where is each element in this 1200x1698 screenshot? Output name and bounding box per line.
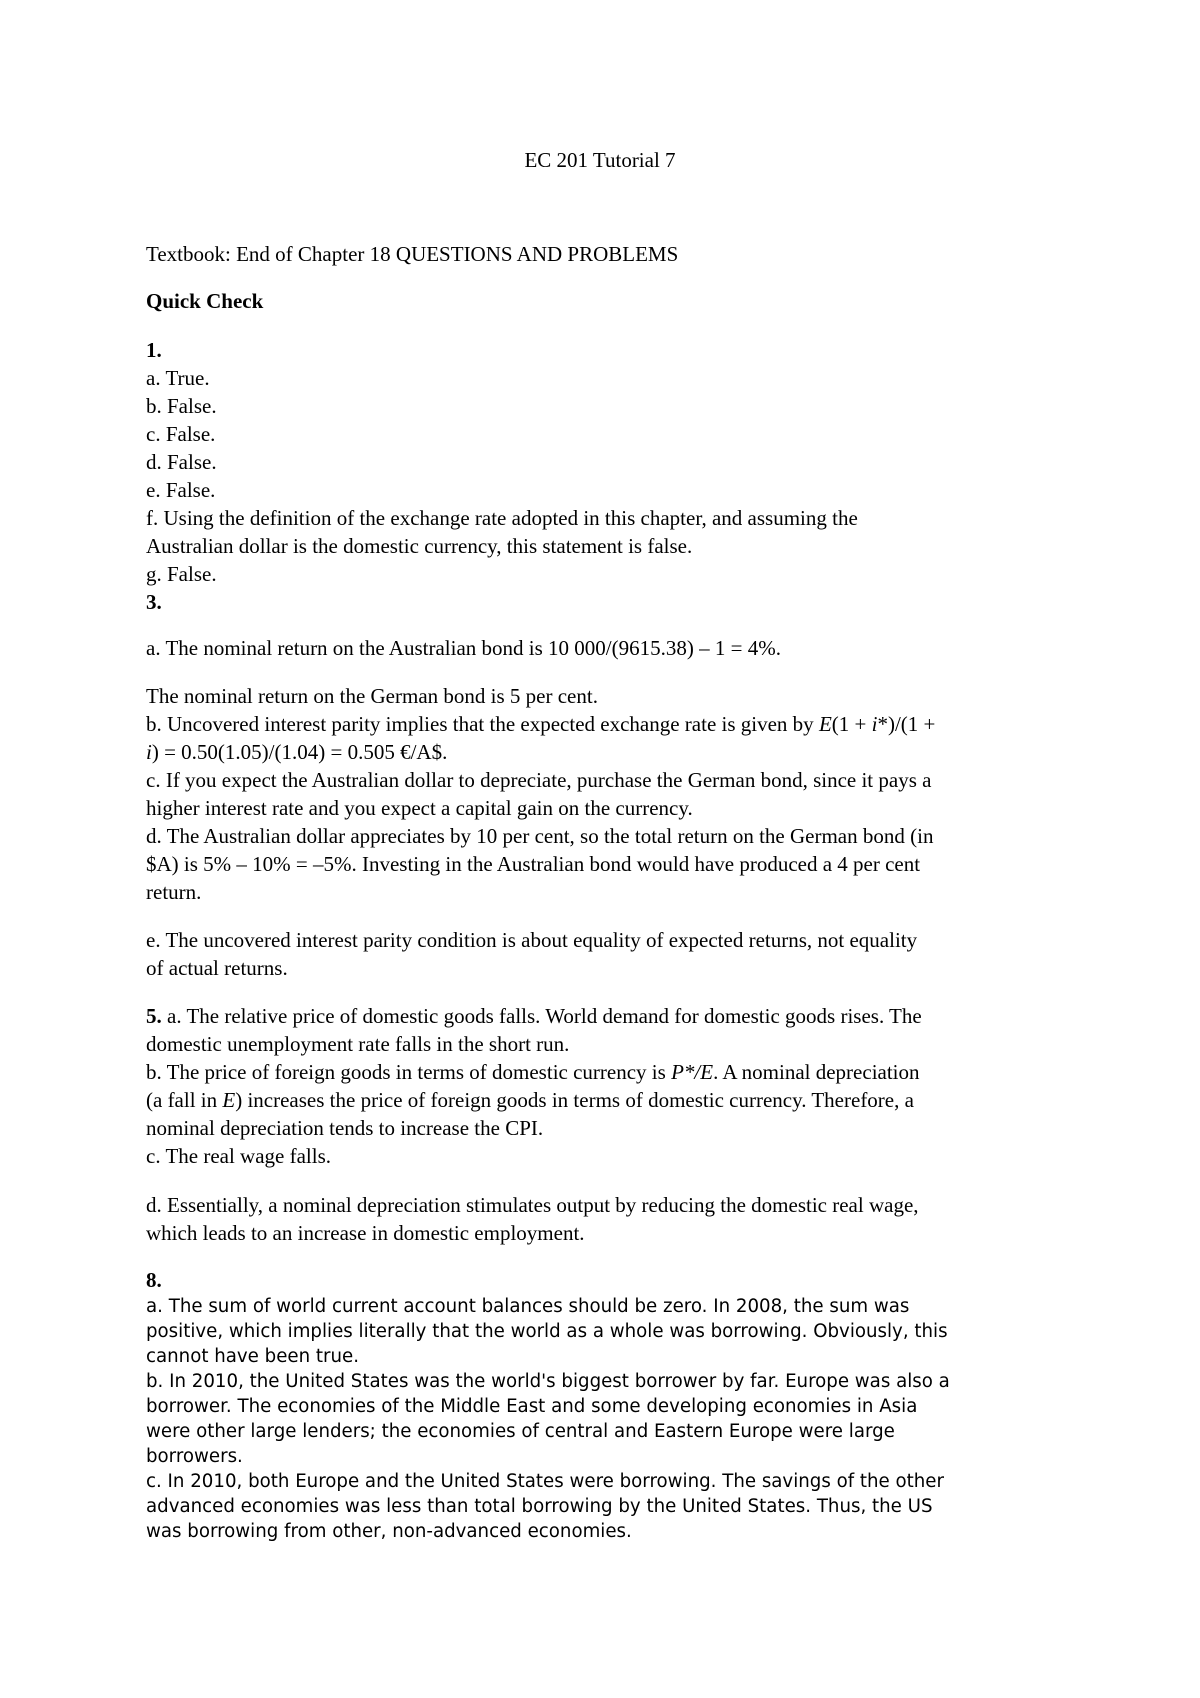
answer-line: b. False.	[146, 394, 217, 418]
answer-line: c. In 2010, both Europe and the United States were borrowing. The savings of the other	[146, 1471, 944, 1492]
answer-line: higher interest rate and you expect a capital gain on the currency.	[146, 796, 693, 820]
answer-line: c. The real wage falls.	[146, 1144, 332, 1168]
answer-line: borrowers.	[146, 1446, 243, 1467]
answer-line: $A) is 5% – 10% = –5%. Investing in the Australian bond would have produced a 4 per cent	[146, 852, 921, 876]
answer-line: a. The sum of world current account balances should be zero. In 2008, the sum was	[146, 1296, 910, 1317]
answer-line: positive, which implies literally that the world as a whole was borrowing. Obviously, this	[146, 1321, 948, 1342]
answer-line: a. True.	[146, 366, 210, 390]
answer-line: d. False.	[146, 450, 217, 474]
answer-line: c. False.	[146, 422, 216, 446]
question-5-part-d	[146, 1191, 1086, 1247]
question-number: 1.	[146, 338, 162, 362]
answer-line: b. Uncovered interest parity implies that the expected exchange rate is given by E(1 + i*)/(1 +	[146, 712, 936, 736]
question-1	[146, 336, 1086, 616]
answer-line: was borrowing from other, non-advanced economies.	[146, 1521, 632, 1542]
answer-line: Australian dollar is the domestic currency, this statement is false.	[146, 534, 693, 558]
answer-line: were other large lenders; the economies of central and Eastern Europe were large	[146, 1421, 895, 1442]
question-8-heading	[146, 1266, 1086, 1294]
answer-line: b. In 2010, the United States was the world's biggest borrower by far. Europe was also a	[146, 1371, 950, 1392]
answer-line: which leads to an increase in domestic employment.	[146, 1221, 585, 1245]
answer-line: g. False.	[146, 562, 217, 586]
answer-line: advanced economies was less than total borrowing by the United States. Thus, the US	[146, 1496, 933, 1517]
answer-line: of actual returns.	[146, 956, 288, 980]
answer-line: nominal depreciation tends to increase the CPI.	[146, 1116, 544, 1140]
question-number: 8.	[146, 1268, 162, 1292]
answer-line: c. If you expect the Australian dollar to depreciate, purchase the German bond, since it pays a	[146, 768, 932, 792]
question-5	[146, 1002, 1086, 1170]
page-title: EC 201 Tutorial 7	[524, 148, 676, 172]
answer-line: i) = 0.50(1.05)/(1.04) = 0.505 €/A$.	[146, 740, 448, 764]
answer-line: a. The nominal return on the Australian bond is 10 000/(9615.38) – 1 = 4%.	[146, 636, 781, 660]
question-number: 5.	[146, 1004, 162, 1028]
answer-line: e. The uncovered interest parity condition is about equality of expected returns, not equality	[146, 928, 918, 952]
answer-line: 5. a. The relative price of domestic goods falls. World demand for domestic goods rises. The	[146, 1004, 922, 1028]
question-number: 3.	[146, 590, 162, 614]
answer-line: d. Essentially, a nominal depreciation stimulates output by reducing the domestic real wage,	[146, 1193, 919, 1217]
question-8	[146, 1294, 1086, 1544]
answer-line: borrower. The economies of the Middle East and some developing economies in Asia	[146, 1396, 918, 1417]
question-3	[146, 634, 1086, 662]
answer-line: return.	[146, 880, 202, 904]
question-3-part-e	[146, 926, 1086, 982]
answer-line: cannot have been true.	[146, 1346, 359, 1367]
answer-line: f. Using the definition of the exchange rate adopted in this chapter, and assuming the	[146, 506, 858, 530]
answer-line: (a fall in E) increases the price of foreign goods in terms of domestic currency. Therefore, a	[146, 1088, 914, 1112]
question-3-continued	[146, 682, 1086, 906]
answer-line: e. False.	[146, 478, 216, 502]
answer-line: The nominal return on the German bond is 5 per cent.	[146, 684, 598, 708]
answer-line: b. The price of foreign goods in terms of domestic currency is P*/E. A nominal depreciation	[146, 1060, 920, 1084]
textbook-reference: Textbook: End of Chapter 18 QUESTIONS AND PROBLEMS	[146, 242, 679, 266]
answer-line: domestic unemployment rate falls in the short run.	[146, 1032, 570, 1056]
section-heading: Quick Check	[146, 289, 264, 313]
answer-line: d. The Australian dollar appreciates by 10 per cent, so the total return on the German bond (in	[146, 824, 934, 848]
